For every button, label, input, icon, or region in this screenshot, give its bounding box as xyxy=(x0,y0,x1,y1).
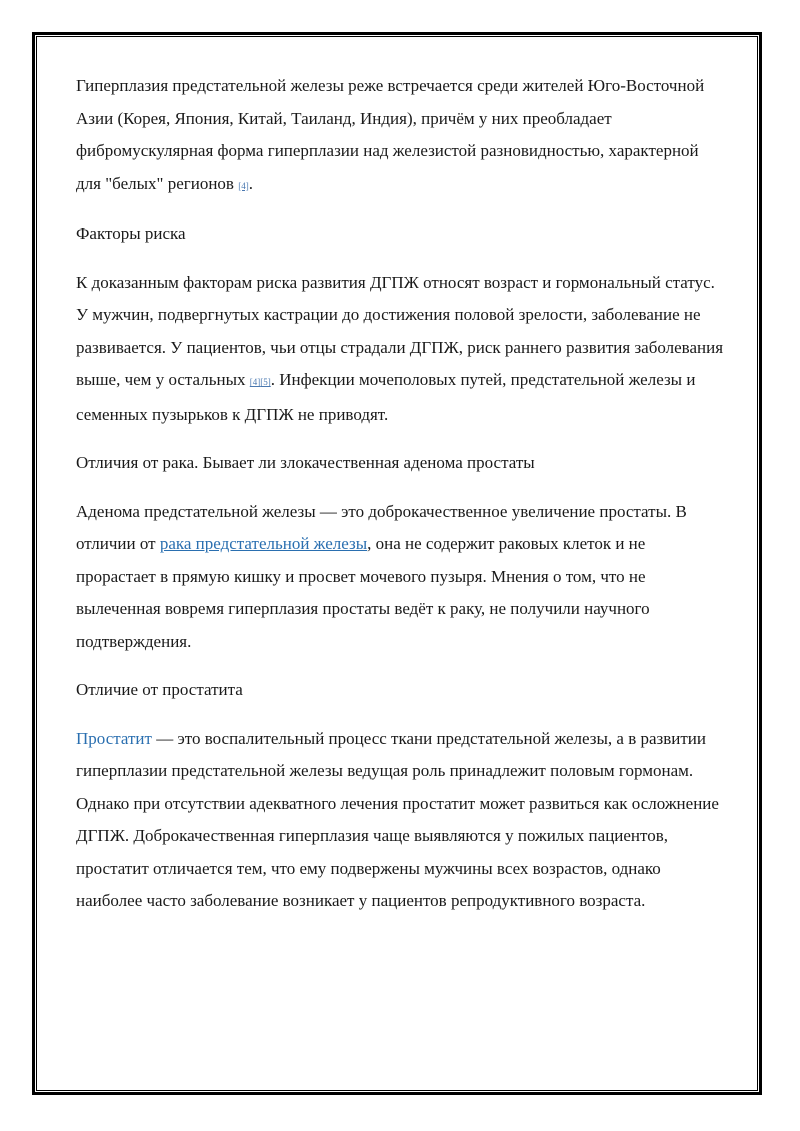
reference-link-4[interactable]: [4] xyxy=(238,180,249,191)
heading-risk-factors: Факторы риска xyxy=(76,224,186,243)
paragraph-risk-text: К доказанным факторам риска развития ДГПЖ относят возраст и гормональный статус. У мужчин, подвергнутых кастрации до достижения половой зрелости, заболевание не развивается. У пациентов, чьи отцы страдали ДГПЖ, риск раннего развития заболевания выше, чем у остальных xyxy=(76,272,724,389)
paragraph-prostatitis xyxy=(76,723,726,918)
heading-prostatitis-difference: Отличие от простатита xyxy=(76,680,243,699)
reference-link-4[interactable]: [4] xyxy=(249,377,261,387)
paragraph-asia xyxy=(76,70,726,202)
paragraph-asia-text: Гиперплазия предстательной железы реже встречается среди жителей Юго-Восточной Азии (Корея, Япония, Китай, Таиланд, Индия), причём у них преобладает фибромускулярная форма гиперплазии над железистой разновидностью, характерной для "белых" регионов xyxy=(76,76,705,193)
paragraph-risk-text-2: Инфекции мочеполовых путей, предстательной железы и семенных пузырьков к ДГПЖ не приводят. xyxy=(76,370,696,424)
reference-link-5[interactable]: [5] xyxy=(260,377,271,387)
paragraph-cancer xyxy=(76,496,726,659)
paragraph-asia-end: . xyxy=(248,173,253,193)
heading-cancer-difference: Отличия от рака. Бывает ли злокачественная аденома простаты xyxy=(76,453,535,472)
paragraph-cancer-text-after: , она не содержит раковых клеток и не прорастает в прямую кишку и просвет мочевого пузыря. Мнения о том, что не вылеченная вовремя гиперплазия простаты ведёт к раку, не получили научного подтверждения. xyxy=(76,534,650,651)
link-prostate-cancer[interactable]: рака предстательной железы xyxy=(159,534,368,553)
link-prostatitis[interactable]: Простатит xyxy=(76,728,152,748)
paragraph-cancer-text-before: Аденома предстательной железы — это доброкачественное увеличение простаты. В отличии от xyxy=(76,501,687,553)
paragraph-risk-end: . xyxy=(270,370,275,389)
paragraph-prostatitis-text: — это воспалительный процесс ткани предстательной железы, а в развитии гиперплазии предстательной железы ведущая роль принадлежит половым гормонам. Однако при отсутствии адекватного лечения простатит может развиться как осложнение ДГПЖ. Доброкачественная гиперплазия чаще выявляются у пожилых пациентов, простатит отличается тем, что ему подвержены мужчины всех возрастов, однако наиболее часто заболевание возникает у пациентов репродуктивного возраста. xyxy=(76,728,719,910)
document-body xyxy=(76,70,726,934)
paragraph-risk-factors xyxy=(76,267,726,432)
